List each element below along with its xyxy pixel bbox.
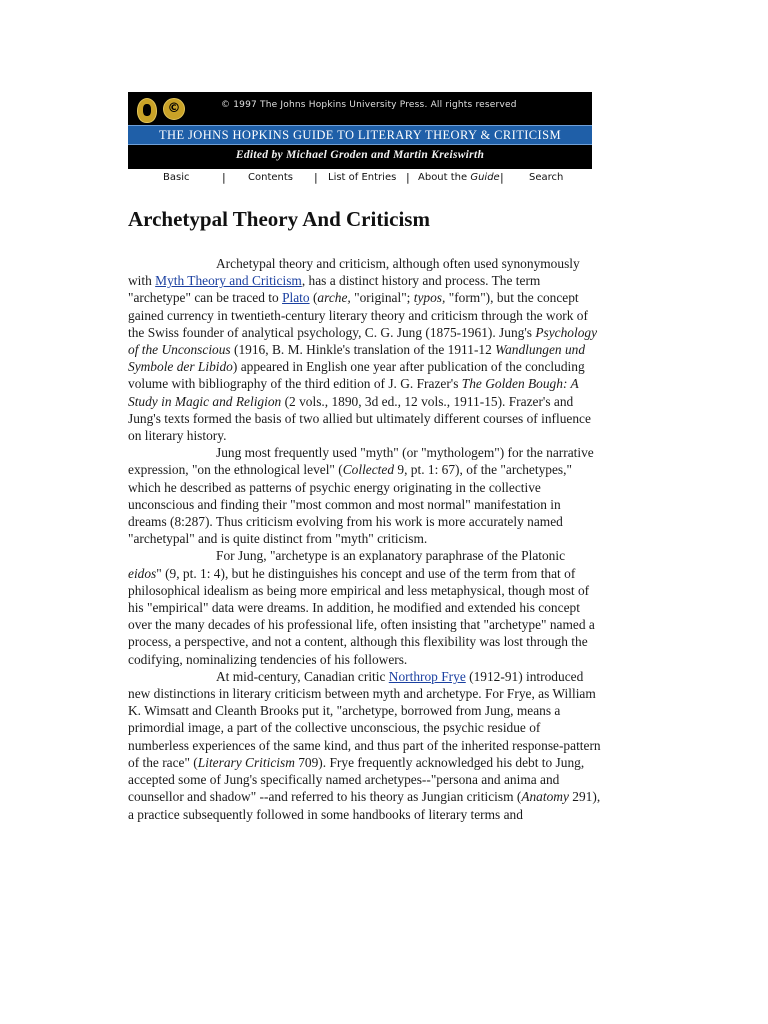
- text-span: " (9, pt. 1: 4), but he distinguishes his concept and use of the term from that of philosophical idealism as being more empirical and less metaphysical, though most of his "empirical" data were dreams. In addition, he modified and extended his concept over the many decades of his professional life, often insisting that "archetype" named a process, a perspective, and not a content, although this flexibility was lost through the codifying, nominalizing tendencies of his followers.: [128, 565, 595, 667]
- text-span: ) appeared in English one year after publication of the concluding volume with bibliography of the third edition of J. G. Frazer's: [128, 359, 585, 392]
- text-span: (2 vols., 1890, 3d ed., 12 vols., 1911-15). Frazer's and Jung's texts formed the basis of two allied but ultimately different courses of influence on literary history.: [128, 393, 591, 444]
- guide-title: THE JOHNS HOPKINS GUIDE TO LITERARY THEORY & CRITICISM: [128, 125, 592, 145]
- paragraph-4: [128, 668, 602, 823]
- northrop-frye-link[interactable]: Northrop Frye: [388, 668, 466, 684]
- italic-title: Psychology of the Unconscious: [128, 324, 598, 358]
- nav-list-of-entries-link[interactable]: List of Entries: [328, 172, 397, 183]
- plato-link[interactable]: Plato: [282, 290, 310, 306]
- text-span: "form"), but the concept gained currency in twentieth-century literary theory and criticism through the work of the Swiss founder of analytical psychology, C. G. Jung (1875-1961). Jung's: [128, 290, 588, 340]
- text-span: "original";: [350, 290, 414, 306]
- italic-title: Collected: [342, 462, 395, 478]
- nav-basic-link[interactable]: Basic: [163, 172, 190, 183]
- nav-separator: |: [500, 171, 504, 184]
- nav-search-link[interactable]: Search: [529, 172, 564, 183]
- text-span: (: [309, 290, 318, 306]
- copyright-seal-icon: ©: [163, 98, 185, 120]
- text-span: Archetypal theory and criticism, although often used synonymously with: [128, 256, 580, 289]
- italic-term: arche,: [317, 290, 351, 306]
- nav-about-guide-em: Guide: [470, 172, 500, 183]
- text-span: For Jung, "archetype is an explanatory paraphrase of the Platonic: [216, 548, 566, 564]
- page-title: Archetypal Theory And Criticism: [128, 207, 430, 231]
- nav-about-prefix: About the: [418, 172, 471, 183]
- nav-separator: |: [406, 171, 410, 184]
- italic-title: The Golden Bough: A Study in Magic and Religion: [128, 376, 579, 409]
- editors-credit: Edited by Michael Groden and Martin Kreiswirth: [235, 149, 485, 161]
- shield-logo-icon: [137, 98, 157, 123]
- myth-theory-link[interactable]: Myth Theory and Criticism: [155, 273, 302, 289]
- text-span: 709). Frye frequently acknowledged his debt to Jung, accepted some of Jung's specifically named archetypes--"persona and anima and counsellor and shadow" --and referred to his theory as Jungian criticism (: [128, 754, 585, 805]
- text-span: 9, pt. 1: 67), of the "archetypes," which he described as patterns of psychic energy originating in the collective unconscious and finding their "most common and most normal" manifestation in dreams (8:287). Thus criticism evolving from his work is more accurately named "archetypal" and is quite distinct from "myth" criticism.: [128, 462, 572, 547]
- nav-about-guide-link[interactable]: [418, 172, 500, 183]
- paragraph-1: [128, 255, 602, 444]
- italic-term: eidos: [128, 565, 157, 581]
- text-span: (1916, B. M. Hinkle's translation of the 1911-12: [230, 342, 496, 358]
- text-span: , has a distinct history and process. The term "archetype" can be traced to: [128, 273, 541, 306]
- text-span: At mid-century, Canadian critic: [216, 668, 389, 684]
- nav-contents-link[interactable]: Contents: [248, 172, 293, 183]
- nav-separator: |: [222, 171, 226, 184]
- italic-title: Wandlungen und Symbole der Libido: [128, 342, 586, 375]
- article-body: [128, 255, 602, 823]
- paragraph-2: [128, 444, 602, 547]
- copyright-notice: © 1997 The Johns Hopkins University Press. All rights reserved: [221, 100, 517, 110]
- header-banner: [128, 92, 592, 169]
- text-span: Jung most frequently used "myth" (or "mythologem") for the narrative expression, "on the ethnological level" (: [128, 445, 594, 478]
- italic-title: Literary Criticism: [197, 754, 295, 770]
- nav-bar: [128, 171, 592, 187]
- italic-title: Anatomy: [521, 789, 569, 805]
- nav-separator: |: [314, 171, 318, 184]
- paragraph-3: [128, 547, 602, 667]
- text-span: (1912-91) introduced new distinctions in literary criticism between myth and archetype. For Frye, as William K. Wimsatt and Cleanth Brooks put it, "archetype, borrowed from Jung, means a primordial image, a part of the collective unconscious, the psychic residue of numberless experiences of the same kind, and thus part of the inherited response-pattern of the race" (: [128, 668, 601, 770]
- text-span: 291), a practice subsequently followed in some handbooks of literary terms and: [128, 789, 601, 822]
- italic-term: typos,: [413, 290, 446, 306]
